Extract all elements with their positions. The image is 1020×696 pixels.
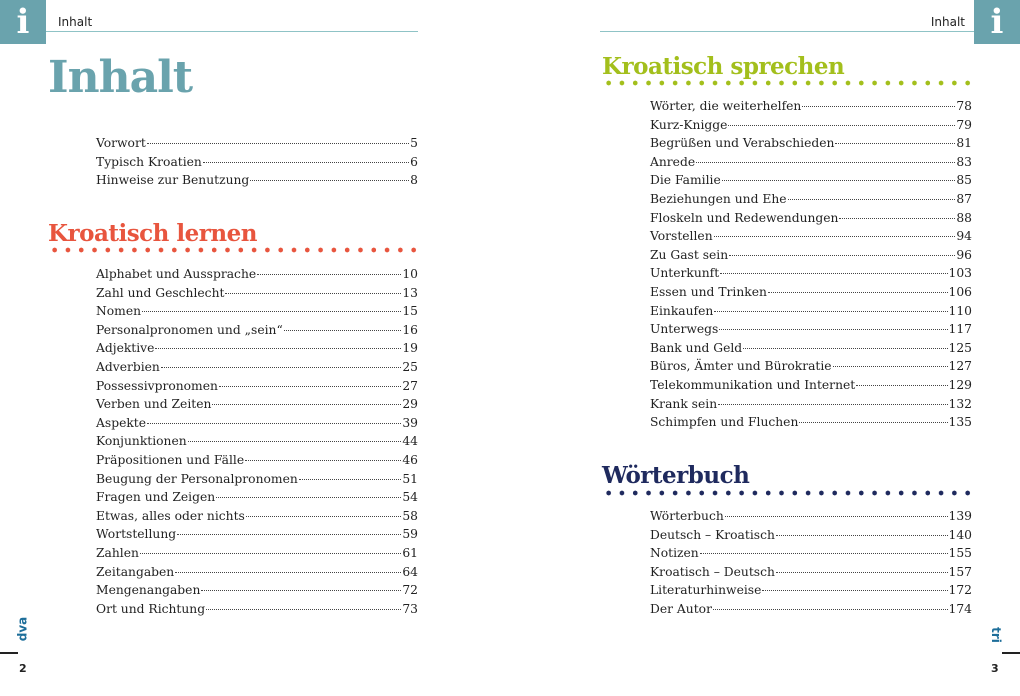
toc-entry-label: Hinweise zur Benutzung — [96, 173, 250, 188]
toc-entry-label: Beziehungen und Ehe — [650, 191, 787, 206]
toc-entry[interactable] — [96, 360, 418, 379]
toc-section-lernen — [96, 267, 418, 620]
header-rule-left — [46, 31, 418, 32]
dot-leader — [714, 311, 947, 312]
dot-leader — [257, 274, 401, 275]
toc-entry[interactable] — [650, 415, 972, 434]
toc-entry-page: 117 — [948, 322, 972, 337]
dot-leader — [225, 293, 401, 294]
toc-entry-page: 64 — [402, 564, 418, 579]
dot-leader — [718, 404, 947, 405]
dot-leader — [250, 180, 409, 181]
toc-entry-page: 132 — [948, 396, 972, 411]
toc-entry-page: 59 — [402, 527, 418, 542]
toc-entry[interactable] — [650, 602, 972, 621]
toc-entry-label: Vorwort — [96, 136, 146, 150]
toc-entry-label: Telekommunikation und Internet — [650, 377, 856, 392]
toc-entry-page: 157 — [948, 564, 972, 579]
toc-entry-page: 27 — [402, 378, 418, 393]
toc-entry-label: Personalpronomen und „sein“ — [96, 322, 283, 337]
running-title-left: Inhalt — [58, 15, 93, 29]
toc-entry-page: 44 — [402, 434, 418, 449]
toc-entry[interactable] — [650, 322, 972, 341]
dot-leader — [835, 143, 955, 144]
toc-entry-page: 135 — [948, 415, 972, 430]
toc-entry[interactable] — [96, 472, 418, 491]
toc-entry-label: Zahl und Geschlecht — [96, 285, 225, 300]
toc-entry[interactable] — [96, 546, 418, 565]
dot-leader — [203, 162, 409, 163]
toc-entry[interactable] — [96, 527, 418, 546]
toc-entry-label: Die Familie — [650, 173, 721, 188]
toc-entry[interactable] — [96, 379, 418, 398]
toc-entry[interactable] — [650, 192, 972, 211]
dot-leader — [743, 348, 947, 349]
dot-leader — [714, 236, 956, 237]
toc-entry[interactable] — [650, 546, 972, 565]
toc-entry-label: Zeitangaben — [96, 564, 175, 579]
dot-leader — [839, 218, 955, 219]
toc-entry-page: 46 — [402, 452, 418, 467]
toc-entry-label: Kroatisch – Deutsch — [650, 564, 775, 579]
dot-leader — [719, 329, 947, 330]
toc-entry-label: Kurz-Knigge — [650, 117, 728, 132]
page-number-left: 2 — [19, 662, 27, 675]
section-dots — [48, 247, 420, 253]
toc-entry[interactable] — [96, 323, 418, 342]
dot-leader — [155, 348, 401, 349]
toc-section-woerterbuch — [650, 509, 972, 621]
toc-entry-label: Essen und Trinken — [650, 284, 767, 299]
dot-leader — [206, 609, 401, 610]
toc-entry[interactable] — [650, 266, 972, 285]
toc-entry-label: Büros, Ämter und Bürokratie — [650, 359, 832, 374]
toc-entry[interactable] — [96, 286, 418, 305]
toc-entry[interactable] — [96, 565, 418, 584]
toc-entry-page: 61 — [402, 545, 418, 560]
page-word-right: tri — [988, 627, 1003, 643]
dot-leader — [768, 292, 948, 293]
footer-rule-left — [0, 652, 18, 654]
toc-entry-label: Anrede — [650, 154, 696, 169]
toc-entry-page: 10 — [402, 267, 418, 281]
toc-entry[interactable] — [96, 583, 418, 602]
dot-leader — [788, 199, 956, 200]
dot-leader — [219, 386, 401, 387]
toc-entry-page: 96 — [956, 247, 972, 262]
dot-leader — [142, 311, 401, 312]
toc-entry[interactable] — [650, 211, 972, 230]
dot-leader — [246, 516, 401, 517]
toc-entry-label: Etwas, alles oder nichts — [96, 508, 245, 523]
toc-entry-page: 83 — [956, 154, 972, 169]
header-rule-right — [600, 31, 974, 32]
dot-leader — [729, 255, 955, 256]
toc-entry-label: Verben und Zeiten — [96, 397, 212, 412]
toc-entry[interactable] — [650, 229, 972, 248]
toc-entry-page: 25 — [402, 359, 418, 374]
toc-entry-label: Konjunktionen — [96, 434, 187, 449]
dot-leader — [856, 385, 947, 386]
toc-entry[interactable] — [650, 528, 972, 547]
toc-entry-page: 110 — [948, 303, 972, 318]
toc-entry[interactable] — [650, 118, 972, 137]
toc-entry-page: 15 — [402, 304, 418, 319]
dot-leader — [725, 516, 948, 517]
toc-entry-label: Adjektive — [96, 341, 155, 356]
toc-entry-page: 81 — [956, 136, 972, 151]
toc-entry-label: Floskeln und Redewendungen — [650, 210, 839, 225]
toc-entry-label: Wörter, die weiterhelfen — [650, 99, 802, 113]
toc-entry-label: Aspekte — [96, 415, 147, 430]
dot-leader — [201, 590, 401, 591]
toc-entry-label: Alphabet und Aussprache — [96, 267, 257, 281]
toc-entry-page: 127 — [948, 359, 972, 374]
toc-entry[interactable] — [650, 248, 972, 267]
toc-entry-page: 5 — [410, 136, 418, 150]
toc-entry-label: Literaturhinweise — [650, 583, 762, 598]
toc-entry-label: Bank und Geld — [650, 340, 743, 355]
toc-entry[interactable] — [96, 155, 418, 174]
toc-entry-label: Präpositionen und Fälle — [96, 452, 245, 467]
toc-entry-page: 106 — [948, 284, 972, 299]
toc-entry-page: 140 — [948, 527, 972, 542]
dot-leader — [284, 330, 402, 331]
toc-entry-page: 139 — [948, 509, 972, 523]
toc-entry-page: 79 — [956, 117, 972, 132]
toc-entry[interactable] — [96, 453, 418, 472]
dot-leader — [713, 609, 948, 610]
toc-entry-page: 19 — [402, 341, 418, 356]
dot-leader — [299, 479, 402, 480]
toc-entry-page: 16 — [402, 322, 418, 337]
toc-entry[interactable] — [650, 341, 972, 360]
toc-entry-page: 103 — [948, 266, 972, 281]
dot-leader — [799, 422, 947, 423]
toc-intro — [96, 136, 418, 192]
dot-leader — [216, 497, 401, 498]
toc-entry[interactable] — [650, 509, 972, 528]
toc-entry-page: 94 — [956, 229, 972, 244]
toc-entry-label: Fragen und Zeigen — [96, 490, 216, 505]
dot-leader — [776, 572, 948, 573]
page-word-left: dva — [15, 616, 30, 642]
toc-entry[interactable] — [96, 490, 418, 509]
toc-entry-page: 129 — [948, 377, 972, 392]
toc-entry-page: 73 — [402, 601, 418, 616]
toc-entry-label: Zu Gast sein — [650, 247, 729, 262]
toc-entry[interactable] — [96, 509, 418, 528]
toc-entry[interactable] — [96, 397, 418, 416]
toc-entry[interactable] — [650, 378, 972, 397]
dot-leader — [140, 553, 401, 554]
dot-leader — [833, 366, 948, 367]
toc-entry-label: Deutsch – Kroatisch — [650, 527, 775, 542]
toc-entry-label: Krank sein — [650, 396, 718, 411]
toc-entry-page: 172 — [948, 583, 972, 598]
running-title-right: Inhalt — [930, 15, 965, 29]
page-number-right: 3 — [991, 662, 999, 675]
toc-entry-page: 88 — [956, 210, 972, 225]
toc-entry[interactable] — [650, 565, 972, 584]
toc-entry-page: 72 — [402, 583, 418, 598]
toc-entry[interactable] — [96, 304, 418, 323]
toc-entry-label: Notizen — [650, 546, 699, 561]
dot-leader — [700, 553, 948, 554]
dot-leader — [802, 106, 955, 107]
toc-entry-label: Adverbien — [96, 359, 160, 374]
toc-entry[interactable] — [650, 173, 972, 192]
toc-entry[interactable] — [650, 136, 972, 155]
dot-leader — [175, 572, 401, 573]
toc-entry-label: Typisch Kroatien — [96, 154, 202, 169]
toc-entry-label: Der Autor — [650, 601, 712, 616]
toc-entry[interactable] — [650, 304, 972, 323]
toc-entry-page: 155 — [948, 546, 972, 561]
toc-entry-page: 87 — [956, 191, 972, 206]
toc-entry-page: 54 — [402, 490, 418, 505]
dot-leader — [177, 534, 401, 535]
toc-entry-label: Unterwegs — [650, 322, 719, 337]
toc-entry-label: Zahlen — [96, 545, 139, 560]
dot-leader — [147, 423, 401, 424]
dot-leader — [696, 162, 955, 163]
info-icon: i — [974, 0, 1020, 44]
toc-entry[interactable] — [650, 155, 972, 174]
dot-leader — [720, 273, 947, 274]
toc-entry-label: Nomen — [96, 304, 142, 319]
dot-leader — [245, 460, 401, 461]
dot-leader — [728, 125, 955, 126]
toc-entry[interactable] — [650, 359, 972, 378]
toc-entry[interactable] — [650, 285, 972, 304]
toc-entry-label: Vorstellen — [650, 229, 713, 244]
toc-entry-label: Begrüßen und Verabschieden — [650, 136, 835, 151]
toc-entry[interactable] — [650, 397, 972, 416]
toc-entry-page: 8 — [410, 173, 418, 188]
section-heading: Wörterbuch — [602, 462, 750, 489]
toc-entry-label: Wörterbuch — [650, 509, 724, 523]
toc-entry-page: 78 — [956, 99, 972, 113]
toc-section-sprechen — [650, 99, 972, 434]
toc-entry-page: 51 — [402, 471, 418, 486]
toc-entry-label: Wortstellung — [96, 527, 177, 542]
info-icon: i — [0, 0, 46, 44]
toc-entry-label: Ort und Richtung — [96, 601, 206, 616]
section-dots — [602, 80, 974, 86]
toc-entry-page: 174 — [948, 601, 972, 616]
toc-entry-label: Possessivpronomen — [96, 378, 218, 393]
toc-entry[interactable] — [96, 267, 418, 286]
dot-leader — [212, 404, 401, 405]
footer-rule-right — [1002, 652, 1020, 654]
toc-entry-page: 29 — [402, 397, 418, 412]
toc-entry-label: Unterkunft — [650, 266, 720, 281]
section-dots — [602, 490, 974, 496]
toc-entry[interactable] — [96, 341, 418, 360]
toc-entry-label: Mengenangaben — [96, 583, 201, 598]
dot-leader — [147, 143, 409, 144]
toc-entry-page: 6 — [410, 154, 418, 169]
toc-entry-page: 13 — [402, 285, 418, 300]
dot-leader — [776, 535, 948, 536]
toc-entry-label: Beugung der Personalpronomen — [96, 471, 298, 486]
toc-entry[interactable] — [96, 434, 418, 453]
section-heading: Kroatisch lernen — [48, 220, 257, 247]
toc-entry-label: Schimpfen und Fluchen — [650, 415, 799, 430]
toc-entry-page: 85 — [956, 173, 972, 188]
toc-entry-page: 58 — [402, 508, 418, 523]
toc-entry[interactable] — [96, 416, 418, 435]
dot-leader — [722, 180, 956, 181]
toc-entry[interactable] — [96, 602, 418, 621]
dot-leader — [161, 367, 401, 368]
toc-entry[interactable] — [650, 99, 972, 118]
page-title: Inhalt — [48, 52, 193, 103]
section-heading: Kroatisch sprechen — [602, 53, 845, 80]
toc-entry-label: Einkaufen — [650, 303, 714, 318]
toc-entry-page: 39 — [402, 415, 418, 430]
toc-entry-page: 125 — [948, 340, 972, 355]
toc-entry[interactable] — [650, 583, 972, 602]
toc-entry[interactable] — [96, 136, 418, 155]
toc-entry[interactable] — [96, 173, 418, 192]
dot-leader — [188, 441, 402, 442]
dot-leader — [762, 590, 947, 591]
